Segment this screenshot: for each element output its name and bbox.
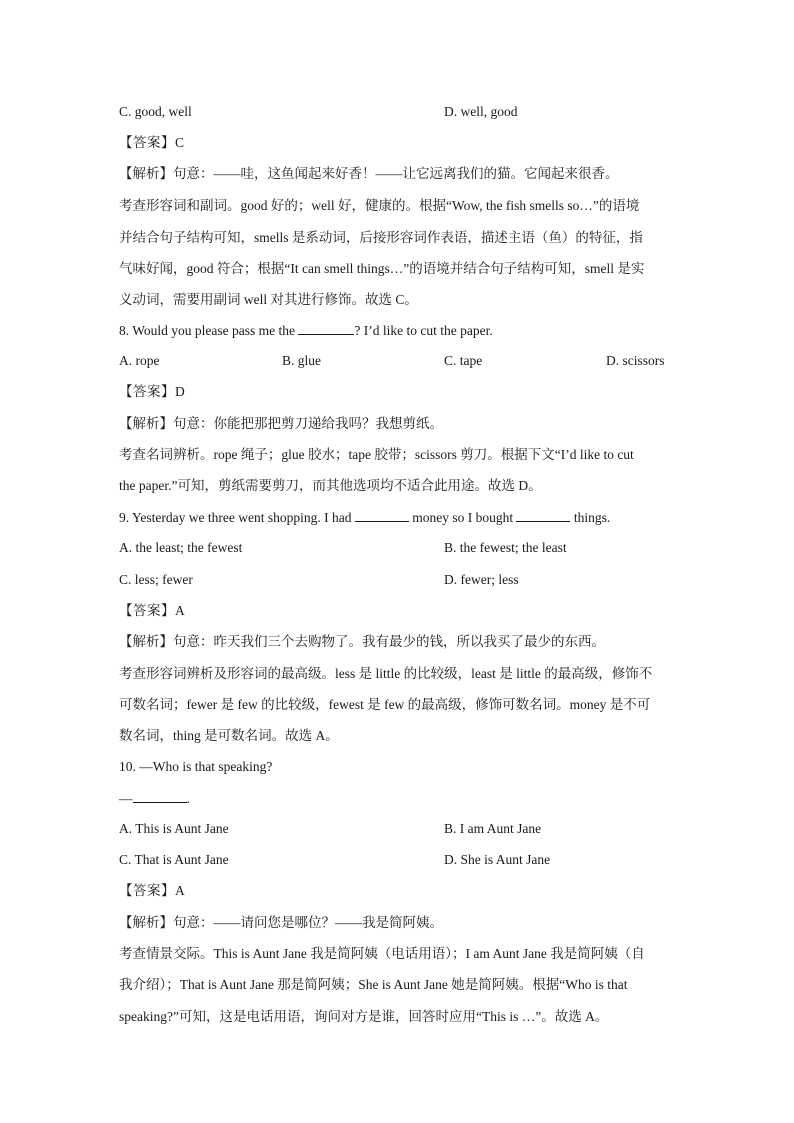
q8-option-c: C. tape — [444, 353, 483, 368]
q10-option-a: A. This is Aunt Jane — [119, 821, 229, 836]
q10-analysis-line: speaking?”可知，这是电话用语，询问对方是谁，回答时应用“This is …”。故选 A。 — [119, 1009, 609, 1024]
q10-analysis-line: 【解析】句意：——请问您是哪位？——我是简阿姨。 — [119, 915, 443, 930]
q9-option-a: A. the least; the fewest — [119, 540, 243, 555]
q9-option-d: D. fewer; less — [444, 572, 519, 587]
q8-analysis-line: the paper.”可知，剪纸需要剪刀，而其他选项均不适合此用途。故选 D。 — [119, 478, 542, 493]
q8-stem-end: ? I’d like to cut the paper. — [354, 323, 493, 338]
q8-option-a: A. rope — [119, 353, 160, 368]
q10-option-b: B. I am Aunt Jane — [444, 821, 542, 836]
q9-blank — [355, 507, 409, 522]
q9-answer: 【答案】A — [119, 603, 186, 618]
q8-blank — [298, 320, 354, 335]
q8-analysis-line: 考查名词辨析。rope 绳子；glue 胶水；tape 胶带；scissors 剪刀。根据下文“I’d like to cut — [119, 447, 634, 462]
q10-option-d: D. She is Aunt Jane — [444, 852, 551, 867]
q7-option-d: D. well, good — [444, 104, 518, 119]
q9-blank — [516, 507, 570, 522]
q7-analysis-line: 气味好闻，good 符合；根据“It can smell things…”的语境并结合句子结构可知，smell 是实 — [119, 261, 645, 276]
q9-analysis-line: 数名词，thing 是可数名词。故选 A。 — [119, 728, 339, 743]
q9-analysis-line: 【解析】句意：昨天我们三个去购物了。我有最少的钱，所以我买了最少的东西。 — [119, 634, 605, 649]
q10-analysis-line: 考查情景交际。This is Aunt Jane 我是简阿姨（电话用语）；I am Aunt Jane 我是简阿姨（自 — [119, 946, 645, 961]
q8-option-d: D. scissors — [606, 353, 665, 368]
q9-stem-start: 9. Yesterday we three went shopping. I had — [119, 510, 352, 525]
q9-stem — [119, 507, 610, 528]
q9-analysis-line: 考查形容词辨析及形容词的最高级。less 是 little 的比较级，least 是 little 的最高级，修饰不 — [119, 666, 653, 681]
q10-stem: 10. —Who is that speaking? — [119, 759, 273, 774]
q7-answer: 【答案】C — [119, 135, 185, 150]
q7-option-c: C. good, well — [119, 104, 192, 119]
q8-analysis-line: 【解析】句意：你能把那把剪刀递给我吗？我想剪纸。 — [119, 416, 443, 431]
q10-reply — [119, 788, 190, 809]
q10-reply-dash: — — [119, 791, 133, 806]
q9-option-c: C. less; fewer — [119, 572, 193, 587]
q9-analysis-line: 可数名词；fewer 是 few 的比较级，fewest 是 few 的最高级，修饰可数名词。money 是不可 — [119, 697, 651, 712]
q9-option-b: B. the fewest; the least — [444, 540, 567, 555]
q8-stem-start: 8. Would you please pass me the — [119, 323, 296, 338]
q7-analysis-line: 并结合句子结构可知，smells 是系动词，后接形容词作表语，描述主语（鱼）的特征，指 — [119, 230, 643, 245]
q9-stem-middle: money so I bought — [412, 510, 514, 525]
q7-analysis-line: 考查形容词和副词。good 好的；well 好，健康的。根据“Wow, the fish smells so…”的语境 — [119, 198, 640, 213]
q10-reply-end: . — [186, 791, 190, 806]
q8-answer: 【答案】D — [119, 384, 186, 399]
q10-blank — [133, 788, 187, 803]
q10-analysis-line: 我介绍）；That is Aunt Jane 那是简阿姨；She is Aunt Jane 她是简阿姨。根据“Who is that — [119, 977, 628, 992]
q8-stem — [119, 320, 493, 341]
q7-analysis-line: 义动词，需要用副词 well 对其进行修饰。故选 C。 — [119, 292, 418, 307]
q8-option-b: B. glue — [282, 353, 321, 368]
q10-option-c: C. That is Aunt Jane — [119, 852, 229, 867]
q9-stem-end: things. — [573, 510, 611, 525]
q7-analysis-line: 【解析】句意：——哇，这鱼闻起来好香！——让它远离我们的猫。它闻起来很香。 — [119, 166, 619, 181]
q10-answer: 【答案】A — [119, 883, 186, 898]
